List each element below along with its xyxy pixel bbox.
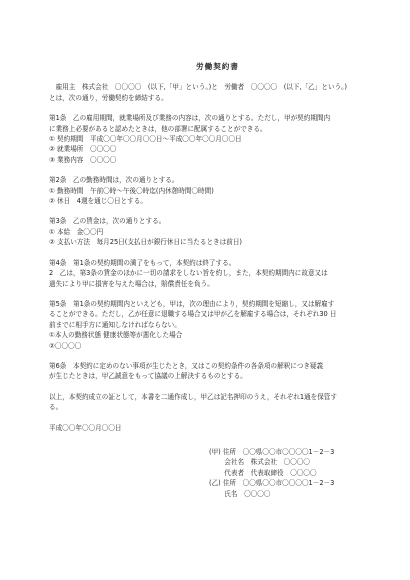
intro-section <box>49 82 386 103</box>
article-line: 第2条 乙の勤務時間は，次の通りとする。 <box>49 176 179 185</box>
article-2 <box>49 175 386 206</box>
article-line: 第5条 第1条の契約期間内といえども，甲は，次の理由により，契約期間を短縮し，又は解雇す <box>49 299 335 308</box>
party-line: 会社名 株式会社 〇〇〇〇 <box>209 458 311 467</box>
article-4 <box>49 258 386 289</box>
article-line: が生じたときは，甲乙誠意をもって協議の上解決するものとする。 <box>49 372 247 381</box>
article-line: 第1条 乙の雇用期間，就業場所及び業務の内容は，次の通りとする。ただし，甲が契約期間内 <box>49 114 331 123</box>
article-line: 2 乙は，第3条の賃金のほかに一切の請求をしない旨を約し，また，本契約期間内に故意又は <box>49 269 328 278</box>
party-line: (乙) 住所 〇〇県〇〇市〇〇〇〇1－2－3 <box>209 479 335 488</box>
article-item: ③ 業務内容 〇〇〇〇 <box>49 155 117 164</box>
closing-line: 以上，本契約成立の証として，本書を二通作成し，甲乙は記名押印のうえ，それぞれ1通を保管す <box>49 392 337 401</box>
article-5 <box>49 299 386 351</box>
article-1 <box>49 113 386 165</box>
article-item: ①本人の勤務状態 健康状態等が悪化した場合 <box>49 331 183 340</box>
article-line: 第3条 乙の賃金は，次の通りとする。 <box>49 217 166 226</box>
article-item: ② 支払い方法 毎月25日(支払日が銀行休日に当たるときは前日) <box>49 238 242 247</box>
article-item: ① 勤務時間 午前〇時～午後〇時迄(内休憩時間〇時間) <box>49 186 214 195</box>
article-item: ① 本給 金〇〇円 <box>49 227 104 236</box>
article-item: ① 契約期間 平成〇〇年〇〇月〇〇日～平成〇〇年〇〇月〇〇日 <box>49 135 242 144</box>
intro-line: 雇用主 株式会社 〇〇〇〇 (以下,「甲」という。)と 労働者 〇〇〇〇 (以下,「乙」という。) <box>49 83 348 92</box>
contract-date: 平成〇〇年〇〇月〇〇日 <box>49 423 122 432</box>
party-line: (甲) 住所 〇〇県〇〇市〇〇〇〇1－2－3 <box>209 447 335 456</box>
article-line: ることができる。ただし，乙が任意に退職する場合又は甲が乙を解雇する場合は，それぞれ30 日 <box>49 310 337 319</box>
article-3 <box>49 216 386 247</box>
article-6 <box>49 361 386 382</box>
article-line: に業務上必要があると認めたときは，他の部署に配属することができる。 <box>49 124 267 133</box>
document-title: 労働契約書 <box>196 62 239 71</box>
party-line: 氏名 〇〇〇〇 <box>209 489 271 498</box>
closing-section <box>49 392 386 413</box>
signature-block <box>209 447 386 499</box>
article-item: ②〇〇〇〇 <box>49 341 82 350</box>
article-line: 過失により甲に損害を与えた場合は，賠償責任を負う。 <box>49 279 214 288</box>
closing-line: る。 <box>49 403 63 412</box>
article-line: 第4条 第1条の契約期間の満了をもって，本契約は終了する。 <box>49 258 236 267</box>
article-line: 前までに相手方に通知しなければならない。 <box>49 320 181 329</box>
article-item: ② 休日 4週を通じ〇日とする。 <box>49 197 147 206</box>
article-item: ② 就業場所 〇〇〇〇 <box>49 145 117 154</box>
intro-line: とは，次の通り，労働契約を締結する。 <box>49 93 168 102</box>
article-line: 第6条 本契約に定めのない事項が生じたとき，又はこの契約条件の各条項の解釈につき疑義 <box>49 361 324 370</box>
party-line: 代表者 代表取締役 〇〇〇〇 <box>209 468 317 477</box>
